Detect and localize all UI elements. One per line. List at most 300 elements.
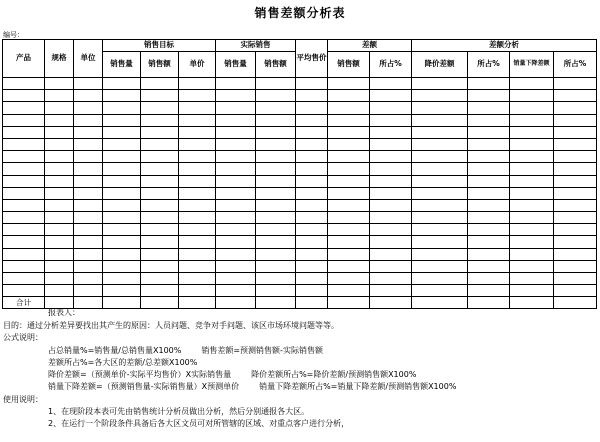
table-cell[interactable]: [370, 248, 412, 260]
table-cell[interactable]: [296, 273, 328, 285]
table-cell[interactable]: [370, 273, 412, 285]
total-cell[interactable]: [554, 297, 597, 309]
table-cell[interactable]: [216, 212, 256, 224]
total-cell[interactable]: [412, 297, 468, 309]
table-cell[interactable]: [468, 102, 510, 114]
table-cell[interactable]: [510, 224, 554, 236]
table-cell[interactable]: [3, 187, 45, 199]
table-cell[interactable]: [216, 138, 256, 150]
table-cell[interactable]: [328, 285, 370, 297]
table-cell[interactable]: [74, 138, 103, 150]
table-cell[interactable]: [370, 114, 412, 126]
header-target-qty: 销售量: [103, 52, 141, 78]
table-cell[interactable]: [510, 248, 554, 260]
table-cell[interactable]: [296, 199, 328, 211]
table-row: [3, 151, 597, 163]
table-cell[interactable]: [296, 90, 328, 102]
table-cell[interactable]: [296, 248, 328, 260]
formula-line-1: [3, 345, 597, 357]
table-cell[interactable]: [510, 260, 554, 272]
table-cell[interactable]: [510, 78, 554, 90]
table-cell[interactable]: [179, 114, 216, 126]
table-cell[interactable]: [256, 285, 296, 297]
header-diff-amount: 销售额: [328, 52, 370, 78]
table-cell[interactable]: [103, 212, 141, 224]
table-cell[interactable]: [510, 102, 554, 114]
table-cell[interactable]: [370, 138, 412, 150]
table-cell[interactable]: [216, 273, 256, 285]
table-cell[interactable]: [554, 175, 597, 187]
table-cell[interactable]: [256, 114, 296, 126]
table-cell[interactable]: [256, 212, 296, 224]
table-cell[interactable]: [216, 236, 256, 248]
table-cell[interactable]: [179, 163, 216, 175]
table-cell[interactable]: [510, 236, 554, 248]
table-cell[interactable]: [74, 199, 103, 211]
table-cell[interactable]: [256, 199, 296, 211]
table-cell[interactable]: [370, 212, 412, 224]
table-cell[interactable]: [554, 102, 597, 114]
table-cell[interactable]: [510, 151, 554, 163]
table-cell[interactable]: [554, 138, 597, 150]
table-cell[interactable]: [141, 126, 179, 138]
table-cell[interactable]: [510, 90, 554, 102]
table-cell[interactable]: [141, 90, 179, 102]
table-cell[interactable]: [3, 102, 45, 114]
table-cell[interactable]: [45, 248, 74, 260]
table-cell[interactable]: [554, 126, 597, 138]
formula-text: 降价差额所占%=降价差额/预测销售额X100%: [251, 370, 417, 380]
table-cell[interactable]: [3, 248, 45, 260]
table-cell[interactable]: [179, 78, 216, 90]
table-cell[interactable]: [3, 260, 45, 272]
table-cell[interactable]: [45, 224, 74, 236]
table-cell[interactable]: [179, 236, 216, 248]
table-cell[interactable]: [3, 212, 45, 224]
table-cell[interactable]: [103, 138, 141, 150]
table-cell[interactable]: [468, 138, 510, 150]
table-cell[interactable]: [3, 126, 45, 138]
table-cell[interactable]: [103, 102, 141, 114]
table-cell[interactable]: [141, 224, 179, 236]
table-cell[interactable]: [103, 285, 141, 297]
table-cell[interactable]: [45, 126, 74, 138]
table-cell[interactable]: [216, 175, 256, 187]
table-cell[interactable]: [468, 175, 510, 187]
table-cell[interactable]: [468, 151, 510, 163]
table-cell[interactable]: [554, 78, 597, 90]
table-cell[interactable]: [179, 138, 216, 150]
table-cell[interactable]: [103, 273, 141, 285]
table-cell[interactable]: [179, 102, 216, 114]
table-cell[interactable]: [45, 236, 74, 248]
table-cell[interactable]: [370, 163, 412, 175]
table-cell[interactable]: [412, 163, 468, 175]
table-cell[interactable]: [412, 236, 468, 248]
table-cell[interactable]: [45, 199, 74, 211]
table-cell[interactable]: [45, 273, 74, 285]
table-cell[interactable]: [74, 126, 103, 138]
table-cell[interactable]: [370, 126, 412, 138]
table-cell[interactable]: [296, 260, 328, 272]
table-cell[interactable]: [554, 151, 597, 163]
table-cell[interactable]: [216, 90, 256, 102]
table-row: [3, 199, 597, 211]
table-cell[interactable]: [216, 199, 256, 211]
table-cell[interactable]: [328, 236, 370, 248]
table-cell[interactable]: [216, 260, 256, 272]
table-cell[interactable]: [45, 187, 74, 199]
table-cell[interactable]: [179, 224, 216, 236]
table-cell[interactable]: [554, 236, 597, 248]
table-cell[interactable]: [256, 78, 296, 90]
usage-item: 2、在运行一个阶段条件具备后各大区文员可对所管辖的区域、对重点客户进行分析，: [48, 419, 350, 429]
table-cell[interactable]: [256, 224, 296, 236]
table-cell[interactable]: [328, 163, 370, 175]
table-cell[interactable]: [412, 78, 468, 90]
table-cell[interactable]: [179, 285, 216, 297]
table-cell[interactable]: [103, 114, 141, 126]
total-cell[interactable]: [141, 297, 179, 309]
table-cell[interactable]: [141, 151, 179, 163]
table-cell[interactable]: [468, 224, 510, 236]
table-cell[interactable]: [74, 212, 103, 224]
table-cell[interactable]: [510, 285, 554, 297]
table-cell[interactable]: [3, 273, 45, 285]
header-diff-percent: 所占%: [370, 52, 412, 78]
table-cell[interactable]: [412, 175, 468, 187]
table-cell[interactable]: [103, 199, 141, 211]
table-cell[interactable]: [468, 248, 510, 260]
table-cell[interactable]: [256, 102, 296, 114]
table-row: [3, 114, 597, 126]
table-cell[interactable]: [328, 138, 370, 150]
total-cell[interactable]: [103, 297, 141, 309]
table-cell[interactable]: [103, 126, 141, 138]
formula-title: 公式说明：: [3, 333, 43, 343]
table-cell[interactable]: [216, 248, 256, 260]
table-cell[interactable]: [328, 90, 370, 102]
table-cell[interactable]: [45, 285, 74, 297]
table-cell[interactable]: [328, 187, 370, 199]
table-cell[interactable]: [256, 175, 296, 187]
table-cell[interactable]: [103, 78, 141, 90]
table-cell[interactable]: [554, 224, 597, 236]
table-cell[interactable]: [216, 163, 256, 175]
table-cell[interactable]: [3, 90, 45, 102]
table-cell[interactable]: [141, 114, 179, 126]
table-cell[interactable]: [510, 199, 554, 211]
table-cell[interactable]: [45, 78, 74, 90]
table-cell[interactable]: [412, 285, 468, 297]
table-cell[interactable]: [45, 102, 74, 114]
table-cell[interactable]: [510, 187, 554, 199]
table-cell[interactable]: [179, 260, 216, 272]
table-cell[interactable]: [3, 163, 45, 175]
table-cell[interactable]: [256, 163, 296, 175]
table-cell[interactable]: [256, 151, 296, 163]
table-cell[interactable]: [179, 187, 216, 199]
table-cell[interactable]: [370, 187, 412, 199]
table-cell[interactable]: [468, 187, 510, 199]
table-cell[interactable]: [554, 90, 597, 102]
table-cell[interactable]: [216, 224, 256, 236]
table-cell[interactable]: [256, 126, 296, 138]
table-cell[interactable]: [256, 273, 296, 285]
table-cell[interactable]: [179, 126, 216, 138]
table-cell[interactable]: [554, 163, 597, 175]
header-volume-drop-percent: 所占%: [554, 52, 597, 78]
table-cell[interactable]: [296, 78, 328, 90]
sales-variance-table: [2, 39, 597, 309]
table-cell[interactable]: [328, 224, 370, 236]
table-cell[interactable]: [328, 199, 370, 211]
table-cell[interactable]: [45, 151, 74, 163]
table-cell[interactable]: [328, 212, 370, 224]
table-cell[interactable]: [45, 260, 74, 272]
table-cell[interactable]: [412, 138, 468, 150]
table-cell[interactable]: [370, 102, 412, 114]
table-cell[interactable]: [554, 273, 597, 285]
table-cell[interactable]: [141, 212, 179, 224]
table-row: [3, 212, 597, 224]
total-cell[interactable]: [296, 297, 328, 309]
table-cell[interactable]: [74, 236, 103, 248]
table-cell[interactable]: [412, 151, 468, 163]
table-cell[interactable]: [412, 126, 468, 138]
table-cell[interactable]: [554, 248, 597, 260]
table-cell[interactable]: [510, 212, 554, 224]
table-cell[interactable]: [412, 260, 468, 272]
table-cell[interactable]: [468, 90, 510, 102]
table-cell[interactable]: [179, 90, 216, 102]
table-cell[interactable]: [510, 273, 554, 285]
table-cell[interactable]: [256, 236, 296, 248]
table-cell[interactable]: [103, 187, 141, 199]
table-cell[interactable]: [296, 212, 328, 224]
table-cell[interactable]: [412, 187, 468, 199]
table-cell[interactable]: [45, 212, 74, 224]
table-cell[interactable]: [3, 285, 45, 297]
table-cell[interactable]: [370, 285, 412, 297]
table-cell[interactable]: [179, 212, 216, 224]
table-cell[interactable]: [296, 236, 328, 248]
table-cell[interactable]: [328, 102, 370, 114]
total-cell[interactable]: [179, 297, 216, 309]
total-cell[interactable]: [468, 297, 510, 309]
table-cell[interactable]: [74, 151, 103, 163]
table-cell[interactable]: [468, 236, 510, 248]
table-cell[interactable]: [328, 175, 370, 187]
table-cell[interactable]: [3, 114, 45, 126]
table-cell[interactable]: [554, 114, 597, 126]
table-cell[interactable]: [468, 114, 510, 126]
formula-line-4: [3, 381, 597, 393]
table-cell[interactable]: [370, 199, 412, 211]
table-cell[interactable]: [328, 126, 370, 138]
table-cell[interactable]: [328, 151, 370, 163]
table-cell[interactable]: [45, 114, 74, 126]
table-cell[interactable]: [370, 78, 412, 90]
table-cell[interactable]: [179, 199, 216, 211]
table-cell[interactable]: [256, 138, 296, 150]
table-cell[interactable]: [216, 78, 256, 90]
table-cell[interactable]: [412, 212, 468, 224]
table-cell[interactable]: [216, 285, 256, 297]
table-cell[interactable]: [412, 199, 468, 211]
table-cell[interactable]: [3, 224, 45, 236]
table-cell[interactable]: [296, 224, 328, 236]
table-cell[interactable]: [216, 102, 256, 114]
table-cell[interactable]: [554, 260, 597, 272]
table-cell[interactable]: [3, 199, 45, 211]
table-cell[interactable]: [468, 126, 510, 138]
table-cell[interactable]: [141, 138, 179, 150]
table-cell[interactable]: [103, 236, 141, 248]
table-cell[interactable]: [141, 102, 179, 114]
table-cell[interactable]: [256, 90, 296, 102]
table-cell[interactable]: [103, 90, 141, 102]
table-cell[interactable]: [554, 212, 597, 224]
table-cell[interactable]: [412, 114, 468, 126]
table-cell[interactable]: [216, 126, 256, 138]
table-cell[interactable]: [328, 78, 370, 90]
table-cell[interactable]: [510, 126, 554, 138]
table-cell[interactable]: [370, 224, 412, 236]
table-cell[interactable]: [468, 163, 510, 175]
table-cell[interactable]: [554, 199, 597, 211]
table-row: [3, 78, 597, 90]
table-cell[interactable]: [141, 260, 179, 272]
table-cell[interactable]: [74, 248, 103, 260]
table-cell[interactable]: [468, 199, 510, 211]
table-cell[interactable]: [370, 90, 412, 102]
table-cell[interactable]: [296, 151, 328, 163]
table-cell[interactable]: [296, 163, 328, 175]
formula-text: 占总销量%=销售量/总销售量X100%: [48, 345, 182, 355]
table-cell[interactable]: [45, 90, 74, 102]
table-cell[interactable]: [103, 175, 141, 187]
table-cell[interactable]: [3, 151, 45, 163]
table-cell[interactable]: [296, 102, 328, 114]
table-cell[interactable]: [103, 163, 141, 175]
table-cell[interactable]: [74, 102, 103, 114]
table-cell[interactable]: [141, 78, 179, 90]
table-cell[interactable]: [370, 175, 412, 187]
table-cell[interactable]: [141, 163, 179, 175]
header-group-actual: 实际销售: [216, 40, 296, 52]
table-cell[interactable]: [3, 78, 45, 90]
table-cell[interactable]: [74, 273, 103, 285]
table-cell[interactable]: [370, 236, 412, 248]
table-cell[interactable]: [296, 285, 328, 297]
table-cell[interactable]: [141, 236, 179, 248]
table-cell[interactable]: [412, 248, 468, 260]
table-cell[interactable]: [510, 175, 554, 187]
table-cell[interactable]: [141, 285, 179, 297]
table-cell[interactable]: [370, 151, 412, 163]
table-cell[interactable]: [468, 78, 510, 90]
table-cell[interactable]: [256, 260, 296, 272]
table-cell[interactable]: [412, 90, 468, 102]
table-cell[interactable]: [468, 273, 510, 285]
table-cell[interactable]: [179, 248, 216, 260]
table-cell[interactable]: [141, 175, 179, 187]
table-cell[interactable]: [45, 175, 74, 187]
table-cell[interactable]: [74, 187, 103, 199]
table-cell[interactable]: [468, 260, 510, 272]
table-cell[interactable]: [103, 248, 141, 260]
table-cell[interactable]: [141, 248, 179, 260]
table-cell[interactable]: [103, 151, 141, 163]
table-cell[interactable]: [3, 236, 45, 248]
table-cell[interactable]: [74, 175, 103, 187]
table-cell[interactable]: [256, 248, 296, 260]
total-cell[interactable]: [370, 297, 412, 309]
table-cell[interactable]: [179, 175, 216, 187]
table-cell[interactable]: [296, 126, 328, 138]
table-cell[interactable]: [296, 138, 328, 150]
table-cell[interactable]: [328, 273, 370, 285]
table-cell[interactable]: [554, 187, 597, 199]
table-cell[interactable]: [328, 248, 370, 260]
table-cell[interactable]: [3, 138, 45, 150]
table-cell[interactable]: [74, 163, 103, 175]
table-cell[interactable]: [468, 285, 510, 297]
total-cell[interactable]: [216, 297, 256, 309]
table-cell[interactable]: [256, 187, 296, 199]
table-cell[interactable]: [296, 187, 328, 199]
table-cell[interactable]: [74, 90, 103, 102]
table-cell[interactable]: [412, 102, 468, 114]
table-cell[interactable]: [412, 224, 468, 236]
table-cell[interactable]: [216, 151, 256, 163]
table-cell[interactable]: [3, 175, 45, 187]
table-cell[interactable]: [45, 163, 74, 175]
table-cell[interactable]: [296, 175, 328, 187]
table-cell[interactable]: [510, 114, 554, 126]
table-cell[interactable]: [179, 151, 216, 163]
table-cell[interactable]: [510, 138, 554, 150]
table-cell[interactable]: [328, 114, 370, 126]
table-cell[interactable]: [412, 273, 468, 285]
table-cell[interactable]: [296, 114, 328, 126]
table-cell[interactable]: [370, 260, 412, 272]
table-cell[interactable]: [74, 260, 103, 272]
table-cell[interactable]: [74, 285, 103, 297]
table-cell[interactable]: [103, 260, 141, 272]
table-cell[interactable]: [141, 187, 179, 199]
table-cell[interactable]: [510, 163, 554, 175]
total-cell[interactable]: [510, 297, 554, 309]
table-cell[interactable]: [74, 78, 103, 90]
table-cell[interactable]: [468, 212, 510, 224]
table-cell[interactable]: [216, 187, 256, 199]
table-cell[interactable]: [554, 285, 597, 297]
total-cell[interactable]: [328, 297, 370, 309]
table-cell[interactable]: [103, 224, 141, 236]
table-cell[interactable]: [141, 199, 179, 211]
table-cell[interactable]: [74, 114, 103, 126]
table-cell[interactable]: [179, 273, 216, 285]
table-cell[interactable]: [141, 273, 179, 285]
table-cell[interactable]: [328, 260, 370, 272]
table-cell[interactable]: [216, 114, 256, 126]
header-group-diff: 差额: [328, 40, 412, 52]
table-cell[interactable]: [74, 224, 103, 236]
table-cell[interactable]: [45, 138, 74, 150]
total-cell[interactable]: [256, 297, 296, 309]
